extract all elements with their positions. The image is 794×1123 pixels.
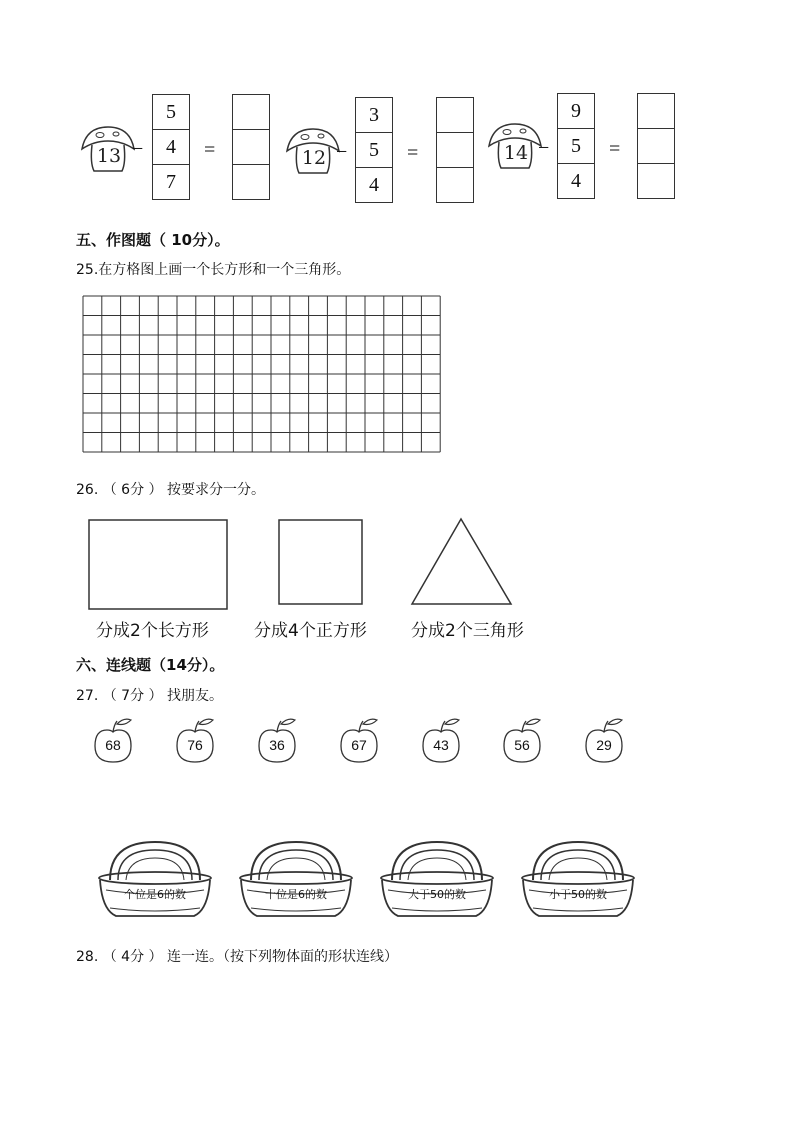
apple-number: 67 (351, 737, 367, 753)
answer-box[interactable] (233, 165, 269, 199)
basket-icon (237, 840, 355, 920)
minus-sign: − (132, 138, 144, 160)
square-shape[interactable] (279, 520, 362, 604)
answer-box[interactable] (437, 98, 473, 133)
mushroom-13 (78, 123, 138, 179)
basket[interactable] (378, 840, 496, 920)
answer-box[interactable] (638, 129, 674, 164)
apple[interactable] (584, 716, 628, 766)
drawing-grid[interactable] (82, 295, 442, 455)
basket-label: 大于50的数 (408, 888, 466, 901)
section6-heading: 六、连线题（14分）。 (76, 656, 225, 674)
answer-box[interactable] (437, 133, 473, 168)
shapes-to-divide (80, 510, 530, 620)
subtrahend: 5 (153, 95, 189, 130)
basket-label: 个位是6的数 (124, 888, 186, 901)
answer-box[interactable] (638, 164, 674, 198)
rectangle-shape[interactable] (89, 520, 227, 609)
basket-icon (519, 840, 637, 920)
minus-sign: − (336, 141, 348, 163)
basket[interactable] (519, 840, 637, 920)
apple[interactable] (502, 716, 546, 766)
apple[interactable] (93, 716, 137, 766)
apple[interactable] (175, 716, 219, 766)
basket[interactable] (237, 840, 355, 920)
question-27-text: 27. （ 7分 ） 找朋友。 (76, 688, 223, 704)
caption-square: 分成4个正方形 (254, 621, 367, 641)
minus-sign: − (538, 137, 550, 159)
answer-box[interactable] (233, 130, 269, 165)
answer-box[interactable] (437, 168, 473, 202)
mushroom-14 (485, 120, 545, 176)
basket-icon (96, 840, 214, 920)
apple[interactable] (421, 716, 465, 766)
subtrahend-column (152, 94, 190, 200)
minuend: 13 (96, 145, 122, 167)
minuend: 14 (503, 142, 529, 164)
answer-column (637, 93, 675, 199)
basket-label: 小于50的数 (549, 888, 607, 901)
equals-sign: = (204, 139, 216, 161)
question-28-text: 28. （ 4分 ） 连一连。（按下列物体面的形状连线） (76, 949, 398, 965)
answer-box[interactable] (638, 94, 674, 129)
apple-number: 56 (514, 737, 530, 753)
apple[interactable] (339, 716, 383, 766)
subtrahend: 4 (369, 173, 379, 196)
apple-number: 68 (105, 737, 121, 753)
basket[interactable] (96, 840, 214, 920)
caption-rectangle: 分成2个长方形 (96, 621, 209, 641)
apple-number: 76 (187, 737, 203, 753)
subtrahend: 5 (558, 129, 594, 164)
answer-column (232, 94, 270, 200)
caption-triangle: 分成2个三角形 (411, 621, 524, 641)
equals-sign: = (407, 142, 419, 164)
subtrahend-column (355, 97, 393, 203)
subtrahend: 4 (153, 130, 189, 165)
basket-label: 十位是6的数 (265, 888, 327, 901)
apple-number: 29 (596, 737, 612, 753)
minuend: 12 (301, 147, 327, 169)
subtrahend: 4 (571, 169, 581, 192)
section5-heading: 五、作图题（ 10分）。 (76, 231, 230, 249)
question-25-text: 25.在方格图上画一个长方形和一个三角形。 (76, 262, 351, 278)
mushroom-12 (283, 125, 343, 181)
answer-column (436, 97, 474, 203)
subtrahend: 9 (558, 94, 594, 129)
question-26-text: 26. （ 6分 ） 按要求分一分。 (76, 482, 265, 498)
apple-number: 43 (433, 737, 449, 753)
subtrahend: 3 (356, 98, 392, 133)
answer-box[interactable] (233, 95, 269, 130)
subtrahend-column (557, 93, 595, 199)
apple-number: 36 (269, 737, 285, 753)
subtrahend: 5 (356, 133, 392, 168)
apple[interactable] (257, 716, 301, 766)
triangle-shape[interactable] (412, 519, 511, 604)
basket-icon (378, 840, 496, 920)
subtrahend: 7 (166, 170, 176, 193)
equals-sign: = (609, 138, 621, 160)
